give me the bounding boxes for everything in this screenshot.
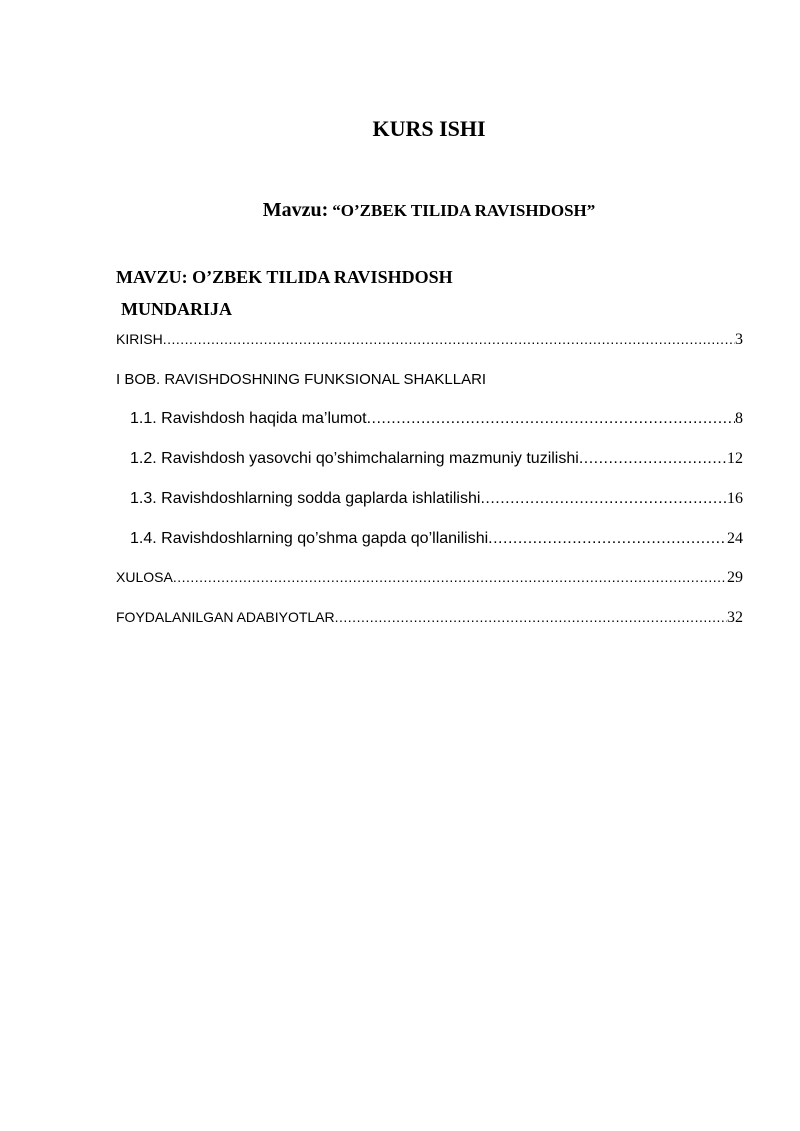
toc-entry-label: FOYDALANILGAN ADABIYOTLAR xyxy=(116,609,335,625)
toc-entry-label: 1.1. Ravishdosh haqida ma’lumot xyxy=(130,410,367,427)
topic-label: Mavzu: xyxy=(262,199,329,221)
toc-entry-1-3[interactable] xyxy=(130,490,743,514)
toc-entry-xulosa[interactable] xyxy=(116,569,743,593)
toc-entry-label: KIRISH xyxy=(116,331,163,347)
toc-entry-page: 16 xyxy=(727,490,743,507)
toc-entry-label: XULOSA xyxy=(116,569,173,585)
toc-entry-label: 1.2. Ravishdosh yasovchi qo’shimchalarning mazmuniy tuzilishi xyxy=(130,450,579,467)
toc-leader-dots xyxy=(480,490,727,508)
document-title: KURS ISHI xyxy=(372,116,486,141)
topic-value: “O’ZBEK TILIDA RAVISHDOSH” xyxy=(332,201,596,220)
toc-entry-1-4[interactable] xyxy=(130,530,743,554)
toc-entry-page: 3 xyxy=(735,331,743,348)
toc-entry-page: 29 xyxy=(727,569,743,586)
toc-leader-dots xyxy=(488,530,727,548)
topic-line xyxy=(0,196,800,226)
toc-leader-dots xyxy=(335,609,727,625)
topic-heading: MAVZU: O’ZBEK TILIDA RAVISHDOSH xyxy=(116,267,453,287)
toc-entry-kirish[interactable] xyxy=(116,331,743,355)
toc-entry-1-2[interactable] xyxy=(130,450,743,474)
toc-leader-dots xyxy=(367,410,735,428)
toc-entry-page: 8 xyxy=(735,410,743,427)
toc-leader-dots xyxy=(163,331,735,347)
toc-entry-page: 24 xyxy=(727,530,743,547)
contents-heading: MUNDARIJA xyxy=(121,299,232,319)
toc-entry-page: 32 xyxy=(727,609,743,626)
toc-entry-adabiyotlar[interactable] xyxy=(116,609,743,633)
toc-entry-1-1[interactable] xyxy=(130,410,743,434)
toc-leader-dots xyxy=(579,450,727,468)
toc-leader-dots xyxy=(173,569,727,585)
toc-entry-label: I BOB. RAVISHDOSHNING FUNKSIONAL SHAKLLARI xyxy=(116,371,487,388)
toc-entry-label: 1.3. Ravishdoshlarning sodda gaplarda ishlatilishi xyxy=(130,490,481,507)
toc-entry-page: 12 xyxy=(727,450,743,467)
toc-entry-chapter-1[interactable] xyxy=(116,371,743,395)
toc-entry-label: 1.4. Ravishdoshlarning qo’shma gapda qo’llanilishi xyxy=(130,530,489,547)
